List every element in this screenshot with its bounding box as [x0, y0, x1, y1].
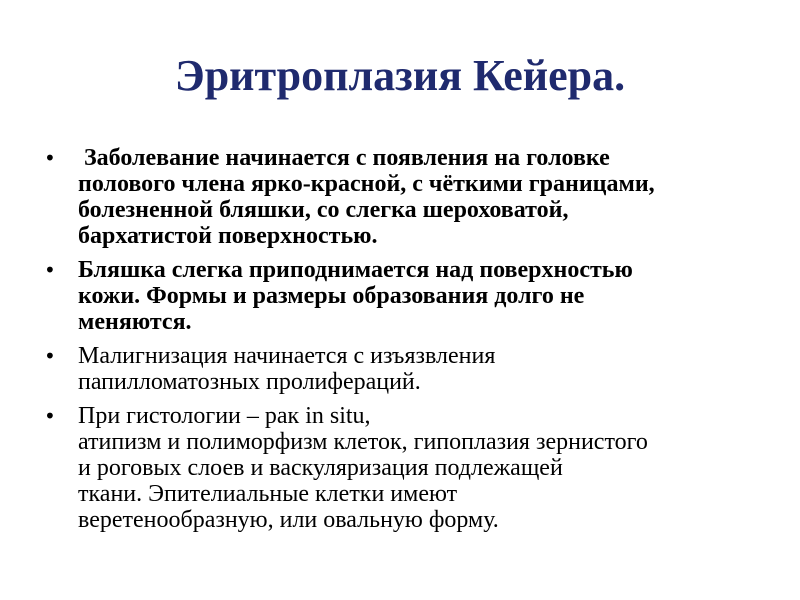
bullet-text-line: атипизм и полиморфизм клеток, гипоплазия зернистого: [78, 429, 648, 455]
bullet-marker-icon: •: [44, 258, 56, 282]
bullet-text-line: болезненной бляшки, со слегка шероховатой,: [78, 197, 569, 223]
bullet-text-line: При гистологии – рак in situ,: [78, 403, 371, 429]
bullet-text-line: кожи. Формы и размеры образования долго не: [78, 283, 585, 309]
bullet-text-line: Малигнизация начинается с изъязвления: [78, 343, 496, 369]
bullet-marker-icon: •: [44, 344, 56, 368]
bullet-item-disease-onset: [44, 145, 764, 249]
bullet-list: [44, 145, 764, 541]
bullet-text-line: и роговых слоев и васкуляризация подлежащей: [78, 455, 563, 481]
bullet-item-histology: [44, 403, 764, 533]
bullet-text-line: папилломатозных пролифераций.: [78, 369, 421, 395]
bullet-text-line: Бляшка слегка приподнимается над поверхностью: [78, 257, 633, 283]
slide-title: Эритроплазия Кейера.: [174, 51, 626, 100]
bullet-text-line: ткани. Эпителиальные клетки имеют: [78, 481, 458, 507]
bullet-item-plaque: [44, 257, 764, 335]
bullet-text-line: бархатистой поверхностью.: [78, 223, 378, 249]
bullet-item-malignization: [44, 343, 764, 395]
bullet-marker-icon: •: [44, 146, 56, 170]
bullet-marker-icon: •: [44, 404, 56, 428]
bullet-text-line: Заболевание начинается с появления на головке: [78, 145, 610, 171]
bullet-text-line: полового члена ярко-красной, с чёткими границами,: [78, 171, 655, 197]
bullet-text-line: веретенообразную, или овальную форму.: [78, 507, 499, 533]
bullet-text-line: меняются.: [78, 309, 192, 335]
